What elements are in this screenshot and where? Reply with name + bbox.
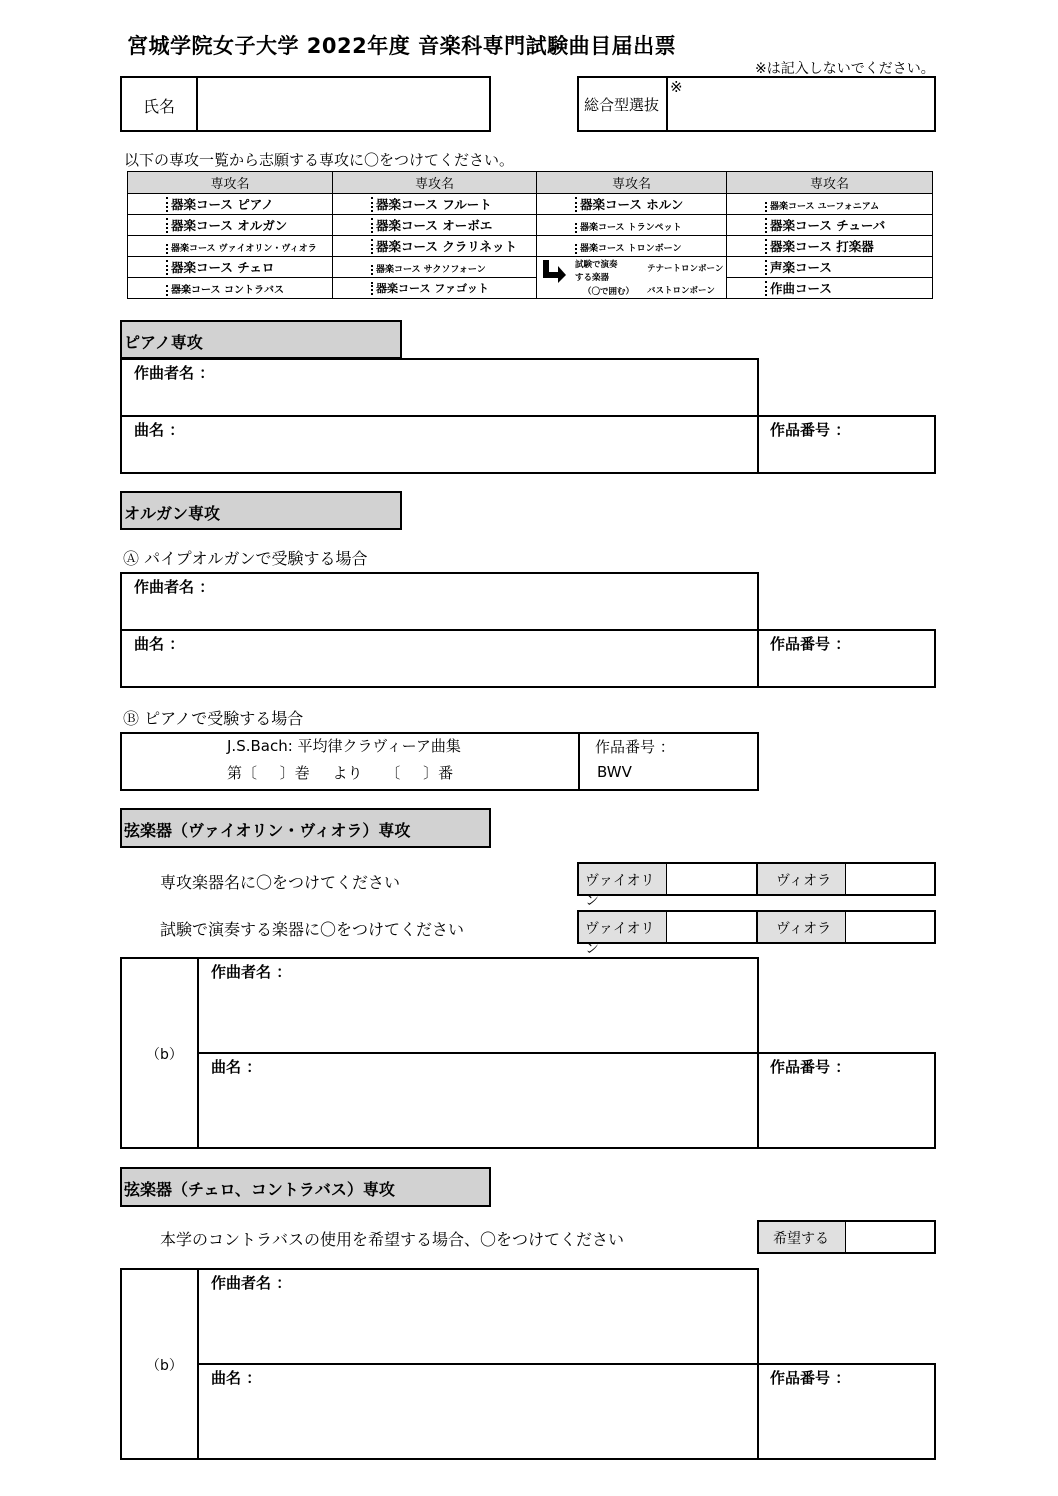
- major-cell[interactable]: [333, 194, 537, 215]
- piano-composer-label: 作曲者名 ：: [134, 364, 215, 382]
- major-cell[interactable]: [333, 257, 537, 278]
- cello-opus-label: 作品番号 ：: [770, 1369, 851, 1387]
- major-label: 器楽コース チェロ: [166, 260, 274, 275]
- major-label: 器楽コース ピアノ: [166, 197, 274, 212]
- major-label: 器楽コース サクソフォーン: [371, 265, 486, 275]
- divider: [845, 1220, 846, 1254]
- major-label: 器楽コース トランペット: [575, 223, 682, 233]
- major-label: 器楽コース トロンボーン: [575, 244, 682, 254]
- arrow-icon: [541, 259, 567, 283]
- violin-option-violin-2[interactable]: ヴァイオリン: [579, 912, 666, 942]
- major-label: 器楽コース 打楽器: [765, 239, 874, 254]
- divider: [845, 910, 846, 944]
- major-label: 器楽コース ファゴット: [371, 282, 489, 295]
- major-cell[interactable]: [537, 194, 727, 215]
- major-label: 器楽コース オーボエ: [371, 218, 492, 233]
- major-label: 器楽コース クラリネット: [371, 239, 517, 254]
- major-cell[interactable]: [128, 215, 333, 236]
- violin-option-violin-1[interactable]: ヴァイオリン: [579, 864, 666, 894]
- trombone-cell[interactable]: [537, 257, 727, 299]
- trombone-note-3: （〇で囲む）: [583, 287, 635, 297]
- major-label: 作曲コース: [765, 281, 832, 296]
- bach-line-1: J.S.Bach: 平均律クラヴィーア曲集: [227, 737, 461, 755]
- divider: [666, 910, 667, 944]
- cello-piece-box[interactable]: [197, 1363, 759, 1460]
- cello-composer-label: 作曲者名 ：: [211, 1274, 292, 1292]
- violin-composer-label: 作曲者名 ：: [211, 963, 292, 981]
- majors-instruction: 以下の専攻一覧から志願する専攻に〇をつけてください。: [124, 151, 515, 169]
- major-cell[interactable]: [727, 215, 933, 236]
- major-cell[interactable]: [727, 194, 933, 215]
- major-label: 器楽コース ユーフォニアム: [765, 202, 879, 212]
- page-title: 宮城学院女子大学 2022年度 音楽科専門試験曲目届出票: [127, 34, 677, 58]
- piano-section-header: ピアノ専攻: [120, 320, 402, 359]
- major-cell[interactable]: [333, 215, 537, 236]
- violin-piece-label: 曲名 ：: [211, 1058, 262, 1076]
- major-label: 器楽コース ヴァイオリン・ヴィオラ: [166, 244, 317, 254]
- cello-section-header: 弦楽器（チェロ、コントラバス）専攻: [120, 1167, 491, 1207]
- major-cell[interactable]: [333, 278, 537, 299]
- selection-label: 総合型選抜: [584, 96, 660, 114]
- major-label: 声楽コース: [765, 260, 832, 275]
- organ-section-header: オルガン専攻: [120, 491, 402, 530]
- cello-question: 本学のコントラバスの使用を希望する場合、〇をつけてください: [160, 1230, 625, 1249]
- divider: [666, 862, 667, 896]
- organ-option-b: Ⓑ ピアノで受験する場合: [123, 709, 304, 728]
- organ-composer-box[interactable]: [120, 572, 759, 631]
- major-label: 器楽コース コントラバス: [166, 285, 284, 296]
- organ-option-a: Ⓐ パイプオルガンで受験する場合: [123, 549, 368, 568]
- major-label: 器楽コース フルート: [371, 197, 492, 212]
- organ-piece-box[interactable]: [120, 629, 759, 688]
- major-cell[interactable]: [128, 236, 333, 257]
- piano-piece-label: 曲名 ：: [134, 421, 185, 439]
- major-cell[interactable]: [537, 215, 727, 236]
- major-cell[interactable]: [727, 236, 933, 257]
- divider: [845, 862, 846, 896]
- bach-opus-label: 作品番号 ：: [595, 738, 675, 756]
- name-label: 氏名: [143, 97, 176, 116]
- majors-header: 専攻名: [128, 172, 333, 194]
- piano-opus-label: 作品番号 ：: [770, 421, 851, 439]
- majors-header: 専攻名: [727, 172, 933, 194]
- majors-header: 専攻名: [333, 172, 537, 194]
- bach-line-2: 第〔 〕巻 より 〔 〕番: [227, 764, 454, 782]
- violin-option-viola-1[interactable]: ヴィオラ: [758, 864, 845, 894]
- note-text: ※は記入しないでください。: [755, 61, 935, 77]
- majors-header: 専攻名: [537, 172, 727, 194]
- piano-composer-box[interactable]: [120, 358, 759, 417]
- violin-option-viola-2[interactable]: ヴィオラ: [758, 912, 845, 942]
- bach-bwv: BWV: [597, 763, 632, 781]
- cello-mark: （b）: [146, 1358, 183, 1374]
- organ-piece-label: 曲名 ：: [134, 635, 185, 653]
- cello-piece-label: 曲名 ：: [211, 1369, 262, 1387]
- violin-opus-label: 作品番号 ：: [770, 1058, 851, 1076]
- organ-opus-label: 作品番号 ：: [770, 635, 851, 653]
- selection-mark: ※: [670, 78, 683, 96]
- major-label: 器楽コース オルガン: [166, 218, 287, 233]
- major-label: 器楽コース チューバ: [765, 218, 885, 233]
- major-cell[interactable]: [333, 236, 537, 257]
- major-cell[interactable]: [128, 278, 333, 299]
- major-cell[interactable]: [727, 278, 933, 299]
- piano-piece-box[interactable]: [120, 415, 759, 474]
- major-cell[interactable]: [727, 257, 933, 278]
- name-divider: [196, 76, 198, 132]
- violin-question-1: 専攻楽器名に〇をつけてください: [160, 873, 401, 892]
- major-cell[interactable]: [537, 236, 727, 257]
- violin-mark: （b）: [146, 1047, 183, 1063]
- bach-divider: [578, 732, 580, 791]
- cello-option-wish[interactable]: 希望する: [759, 1222, 845, 1252]
- trombone-note-2: する楽器: [575, 273, 610, 283]
- selection-divider: [666, 76, 668, 132]
- major-cell[interactable]: [128, 257, 333, 278]
- bass-trombone-option[interactable]: バストロンボーン: [647, 286, 715, 296]
- majors-table: [127, 171, 933, 299]
- tenor-trombone-option[interactable]: テナートロンボーン: [647, 264, 724, 274]
- organ-composer-label: 作曲者名 ：: [134, 578, 215, 596]
- major-cell[interactable]: [128, 194, 333, 215]
- name-field[interactable]: [200, 79, 488, 129]
- violin-section-header: 弦楽器（ヴァイオリン・ヴィオラ）専攻: [120, 808, 491, 848]
- major-label: 器楽コース ホルン: [575, 197, 683, 212]
- trombone-note-1: 試験で演奏: [575, 260, 618, 270]
- violin-question-2: 試験で演奏する楽器に〇をつけてください: [160, 920, 465, 939]
- violin-piece-box[interactable]: [197, 1052, 759, 1149]
